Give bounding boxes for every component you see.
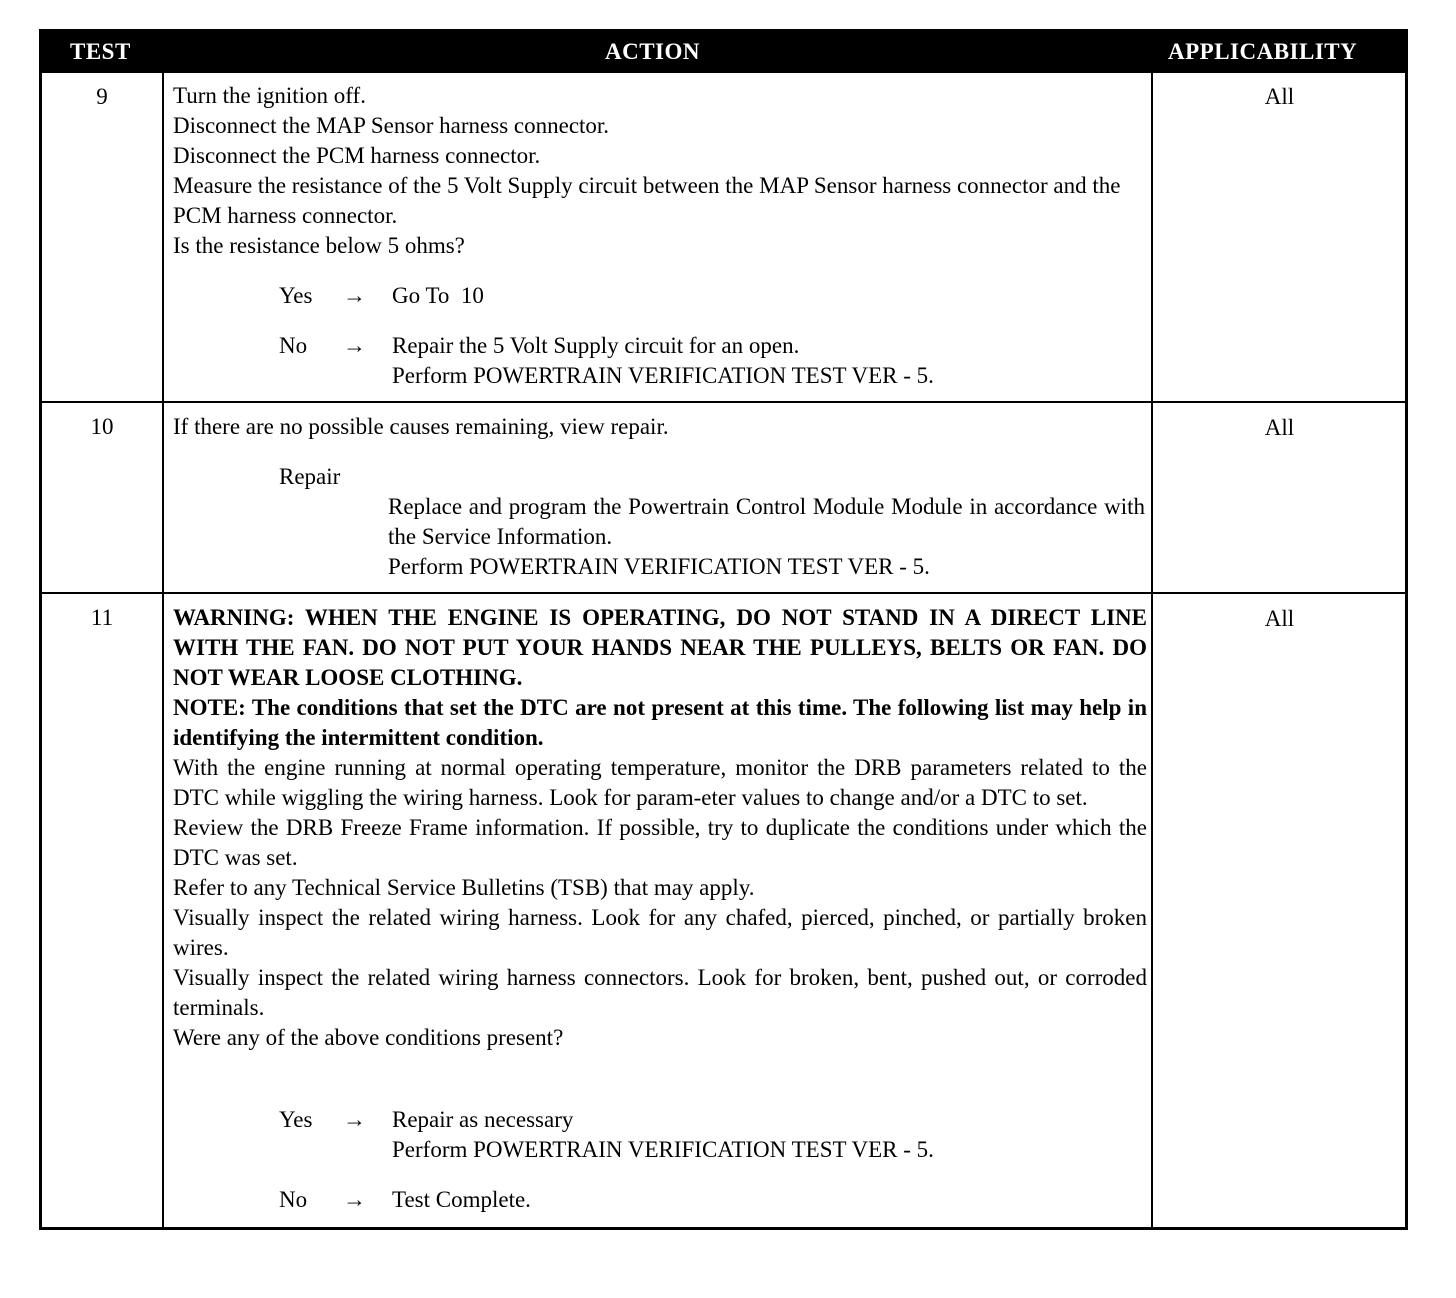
diagnostic-test-table (39, 29, 1408, 1230)
table-header (42, 32, 1405, 73)
column-divider (162, 73, 164, 1227)
arrow-icon: → (343, 333, 366, 358)
action-line: Visually inspect the related wiring harness connectors. Look for broken, bent, pushed out, or corroded terminals. (173, 965, 1147, 1020)
yes-perform: Perform POWERTRAIN VERIFICATION TEST VER - 5. (392, 1137, 934, 1162)
action-line: Review the DRB Freeze Frame information. If possible, try to duplicate the conditions under which the DTC was set. (173, 815, 1147, 870)
action-line: Were any of the above conditions present? (173, 1025, 564, 1050)
arrow-icon: → (343, 1187, 366, 1212)
applicability-value: All (1264, 415, 1295, 440)
yes-branch (279, 281, 1139, 311)
action-line: Turn the ignition off. (173, 83, 366, 108)
applicability-value: All (1264, 84, 1295, 109)
action-line: Refer to any Technical Service Bulletins (TSB) that may apply. (173, 875, 755, 900)
yes-action: Repair as necessary (392, 1107, 574, 1132)
row-divider (42, 401, 1405, 403)
action-text (173, 81, 1147, 261)
repair-text: Replace and program the Powertrain Control Module Module in accordance with the Service Information. (388, 494, 1145, 549)
action-line: Disconnect the MAP Sensor harness connector. (173, 113, 610, 138)
header-applicability: APPLICABILITY (1168, 39, 1358, 64)
no-action: Repair the 5 Volt Supply circuit for an open. (392, 333, 800, 358)
action-line: If there are no possible causes remaining, view repair. (173, 414, 669, 439)
action-text (173, 412, 1147, 442)
action-line: Is the resistance below 5 ohms? (173, 233, 465, 258)
action-line: With the engine running at normal operating temperature, monitor the DRB parameters related to the DTC while wiggling the wiring harness. Look for param-eter values to change and/or a DTC to set. (173, 755, 1147, 810)
yes-action: Go To 10 (392, 283, 484, 308)
test-number: 11 (90, 605, 114, 630)
yes-branch (279, 1105, 1139, 1165)
no-action: Test Complete. (392, 1187, 531, 1212)
warning-text: WARNING: WHEN THE ENGINE IS OPERATING, DO NOT STAND IN A DIRECT LINE WITH THE FAN. DO NOT PUT YOUR HANDS NEAR THE PULLEYS, BELTS OR FAN. DO NOT WEAR LOOSE CLOTHING. (173, 605, 1147, 690)
header-test: TEST (70, 39, 131, 64)
repair-perform: Perform POWERTRAIN VERIFICATION TEST VER - 5. (388, 554, 930, 579)
note-text: NOTE: The conditions that set the DTC are not present at this time. The following list may help in identifying the intermittent condition. (173, 695, 1147, 750)
repair-label: Repair (279, 464, 341, 489)
test-number: 9 (96, 84, 108, 109)
yes-label: Yes (279, 283, 313, 308)
column-divider (1151, 73, 1153, 1227)
header-action: ACTION (605, 39, 701, 64)
action-line: Disconnect the PCM harness connector. (173, 143, 541, 168)
test-number: 10 (90, 414, 114, 439)
no-branch (279, 1185, 1139, 1215)
action-line: Visually inspect the related wiring harness. Look for any chafed, pierced, pinched, or partially broken wires. (173, 905, 1147, 960)
action-line: Measure the resistance of the 5 Volt Supply circuit between the MAP Sensor harness connector and the PCM harness connector. (173, 173, 1121, 228)
no-perform: Perform POWERTRAIN VERIFICATION TEST VER - 5. (392, 363, 934, 388)
no-label: No (279, 333, 308, 358)
applicability-value: All (1264, 606, 1295, 631)
yes-label: Yes (279, 1107, 313, 1132)
no-branch (279, 331, 1139, 391)
arrow-icon: → (343, 1107, 366, 1132)
row-divider (42, 592, 1405, 594)
no-label: No (279, 1187, 308, 1212)
action-text (173, 603, 1147, 1053)
arrow-icon: → (343, 283, 366, 308)
